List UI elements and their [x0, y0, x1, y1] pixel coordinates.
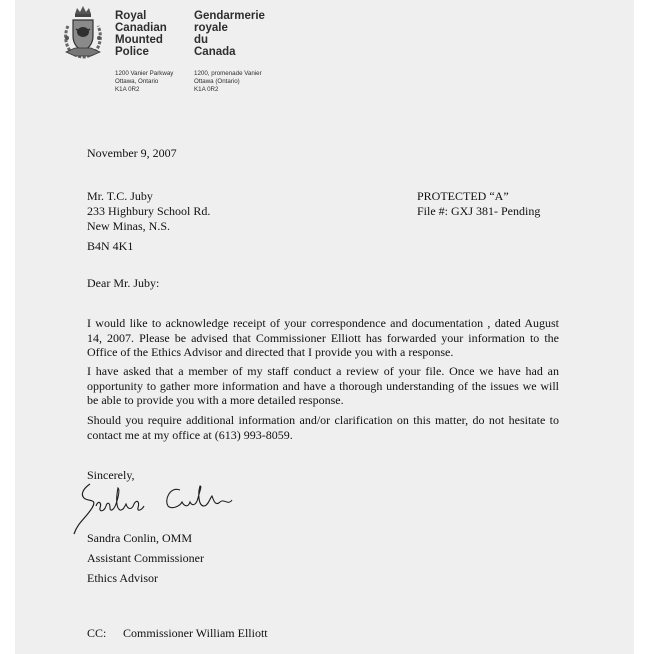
cc-recipient: Commissioner William Elliott — [123, 626, 268, 640]
closing: Sincerely, — [87, 468, 135, 482]
org-name-line: Gendarmerie — [194, 10, 265, 22]
salutation: Dear Mr. Juby: — [87, 276, 160, 290]
org-name-line: royale — [194, 22, 228, 34]
org-name-line: Police — [115, 46, 149, 58]
rcmp-crest-icon — [58, 4, 108, 60]
org-name-english — [115, 10, 167, 58]
address-line: Ottawa, Ontario — [115, 78, 159, 85]
signer-title: Assistant Commissioner — [87, 551, 205, 565]
address-line: 1200 Vanier Parkway — [115, 70, 174, 77]
recipient-street: 233 Highbury School Rd. — [87, 204, 211, 218]
address-line: K1A 0R2 — [194, 86, 219, 93]
body-paragraph: Should you require additional information and/or clarification on this matter, do not hesitate to contact me at my office at (613) 993-8059. — [87, 413, 559, 442]
signer-role: Ethics Advisor — [87, 571, 158, 585]
classification-block — [417, 189, 540, 219]
signer-name: Sandra Conlin, OMM — [87, 531, 192, 545]
org-name-line: Canada — [194, 46, 236, 58]
org-name-line: Royal — [115, 10, 147, 22]
org-name-french — [194, 10, 265, 58]
cc-label: CC: — [87, 626, 107, 640]
handwritten-signature — [70, 476, 245, 536]
org-address-english — [115, 70, 173, 94]
org-name-line: Mounted — [115, 34, 163, 46]
recipient-postal-code: B4N 4K1 — [87, 239, 134, 253]
signer-block — [87, 528, 204, 588]
letter-date: November 9, 2007 — [87, 146, 177, 160]
file-number: File #: GXJ 381- Pending — [417, 204, 541, 218]
address-line: Ottawa (Ontario) — [194, 78, 240, 85]
recipient-address — [87, 189, 210, 254]
org-name-line: du — [194, 34, 209, 46]
recipient-name: Mr. T.C. Juby — [87, 189, 153, 203]
classification-label: PROTECTED “A” — [417, 189, 509, 203]
org-name-line: Canadian — [115, 22, 167, 34]
org-address-french — [194, 70, 262, 94]
body-paragraph: I have asked that a member of my staff conduct a review of your file. Once we have had an opportunity to gather more information and have a thorough understanding of the issues we will be able to provide you with a more detailed response. — [87, 364, 559, 407]
address-line: 1200, promenade Vanier — [194, 70, 262, 77]
recipient-city: New Minas, N.S. — [87, 219, 170, 233]
body-paragraph: I would like to acknowledge receipt of your correspondence and documentation , dated August 14, 2007. Please be advised that Commissioner Elliott has forwarded your information to the Office of the Ethics Advisor and directed that I provide you with a response. — [87, 316, 559, 359]
address-line: K1A 0R2 — [115, 86, 140, 93]
